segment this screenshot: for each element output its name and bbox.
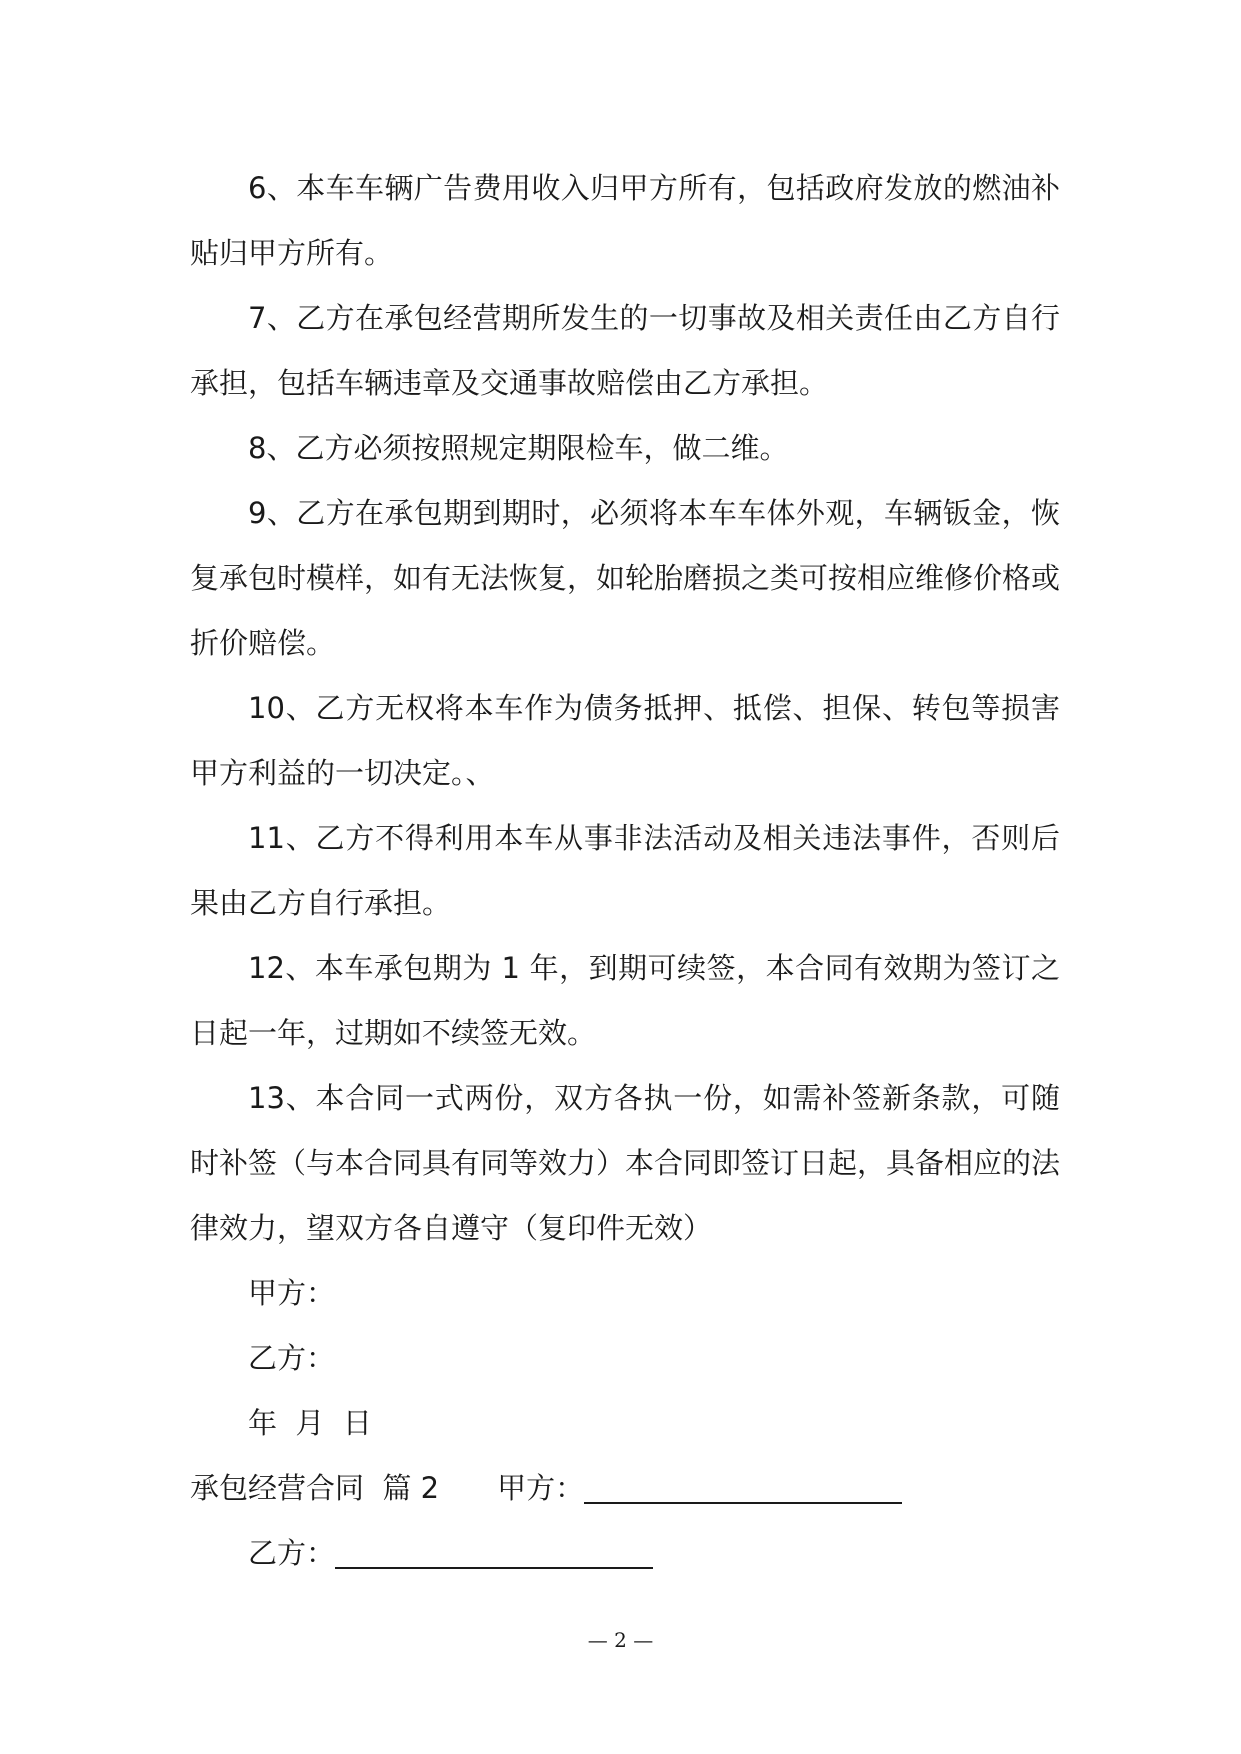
section-2-party-b-line [190,1521,1060,1586]
clause-7: 7、乙方在承包经营期所发生的一切事故及相关责任由乙方自行承担，包括车辆违章及交通事故赔偿由乙方承担。 [190,301,1060,400]
section-2-party-b-label: 乙方： [248,1536,336,1570]
signature-date: 年 月 日 [248,1406,372,1440]
contract-body [190,156,1060,1586]
section-2-title: 承包经营合同 篇 2 [190,1471,440,1505]
section-2-heading-line [190,1456,1060,1521]
clause-11: 11、乙方不得利用本车从事非法活动及相关违法事件，否则后果由乙方自行承担。 [190,821,1060,920]
clause-8: 8、乙方必须按照规定期限检车，做二维。 [248,431,789,465]
clause-13: 13、本合同一式两份，双方各执一份，如需补签新条款，可随时补签（与本合同具有同等效力）本合同即签订日起，具备相应的法律效力，望双方各自遵守（复印件无效） [190,1081,1061,1245]
page-number: — 2 — [587,1628,654,1652]
clause-9: 9、乙方在承包期到期时，必须将本车车体外观，车辆钣金，恢复承包时模样，如有无法恢复，如轮胎磨损之类可按相应维修价格或折价赔偿。 [190,496,1061,660]
party-a-signature: 甲方： [248,1276,336,1310]
party-b-blank [335,1533,653,1569]
party-a-blank [584,1468,902,1504]
clause-10: 10、乙方无权将本车作为债务抵押、抵偿、担保、转包等损害甲方利益的一切决定。、 [190,691,1060,790]
clause-6: 6、本车车辆广告费用收入归甲方所有，包括政府发放的燃油补贴归甲方所有。 [190,171,1060,270]
clause-12: 12、本车承包期为 1 年，到期可续签，本合同有效期为签订之日起一年，过期如不续签无效。 [190,951,1060,1050]
section-2-party-a-label: 甲方： [497,1471,585,1505]
party-b-signature: 乙方： [248,1341,336,1375]
